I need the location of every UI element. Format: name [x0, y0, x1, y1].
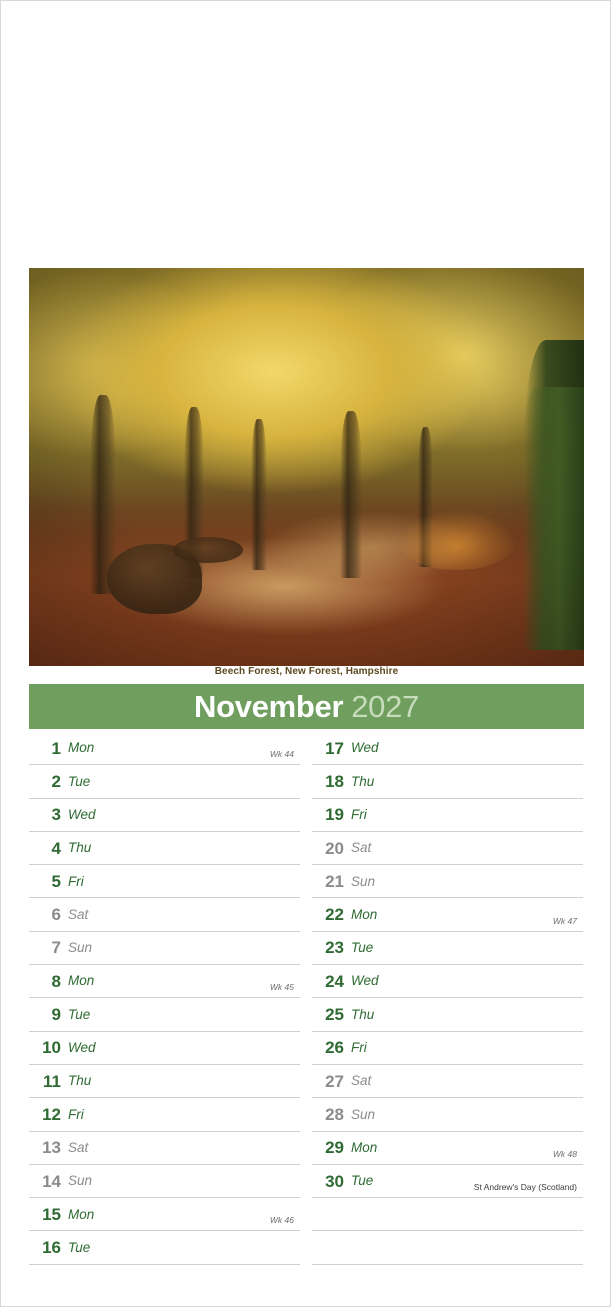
- day-number: 7: [51, 938, 61, 958]
- day-number: 3: [51, 805, 61, 825]
- week-number-label: Wk 44: [269, 749, 294, 760]
- day-of-week: Sun: [68, 940, 93, 956]
- day-number: 20: [325, 838, 344, 858]
- day-number: 16: [42, 1238, 61, 1258]
- day-row[interactable]: [29, 765, 300, 798]
- month-title: November: [194, 688, 344, 724]
- day-row[interactable]: [29, 832, 300, 865]
- day-row[interactable]: [312, 832, 583, 865]
- day-number: 17: [325, 738, 344, 758]
- day-number: 19: [325, 805, 344, 825]
- day-row[interactable]: [312, 898, 583, 931]
- day-row-empty[interactable]: [312, 1231, 583, 1264]
- day-row[interactable]: [29, 1231, 300, 1264]
- day-number: 2: [51, 771, 61, 791]
- photo-caption: Beech Forest, New Forest, Hampshire: [214, 666, 399, 677]
- day-row[interactable]: [29, 732, 300, 765]
- week-number-label: Wk 45: [269, 982, 294, 993]
- day-row[interactable]: [312, 765, 583, 798]
- day-number: 10: [42, 1038, 61, 1058]
- day-number: 6: [51, 905, 61, 925]
- day-column-right: [312, 732, 583, 1265]
- day-number: 24: [325, 971, 344, 991]
- day-row[interactable]: [29, 1132, 300, 1165]
- day-row[interactable]: [29, 1165, 300, 1198]
- day-row[interactable]: [29, 1098, 300, 1131]
- day-number: 22: [325, 905, 344, 925]
- day-of-week: Thu: [68, 1073, 92, 1089]
- day-of-week: Fri: [351, 1040, 367, 1056]
- day-of-week: Wed: [68, 806, 96, 822]
- day-row[interactable]: [29, 799, 300, 832]
- week-number-label: Wk 47: [552, 915, 577, 926]
- day-number: 1: [51, 738, 61, 758]
- day-row[interactable]: [29, 865, 300, 898]
- day-row[interactable]: [29, 932, 300, 965]
- day-number: 5: [51, 871, 61, 891]
- day-row[interactable]: [312, 1132, 583, 1165]
- day-number: 13: [42, 1138, 61, 1158]
- week-number-label: Wk 48: [552, 1148, 577, 1159]
- day-of-week: Wed: [351, 973, 379, 989]
- day-number: 26: [325, 1038, 344, 1058]
- day-row[interactable]: [29, 998, 300, 1031]
- day-row[interactable]: [312, 732, 583, 765]
- day-of-week: Tue: [68, 1006, 91, 1022]
- day-column-left: [29, 732, 300, 1265]
- day-number: 27: [325, 1071, 344, 1091]
- day-of-week: Wed: [68, 1040, 96, 1056]
- week-number-label: Wk 46: [269, 1215, 294, 1226]
- day-row-empty[interactable]: [312, 1198, 583, 1231]
- day-number: 30: [325, 1171, 344, 1191]
- day-number: 29: [325, 1138, 344, 1158]
- day-row[interactable]: [312, 1065, 583, 1098]
- day-of-week: Fri: [351, 806, 367, 822]
- day-row[interactable]: [312, 932, 583, 965]
- day-of-week: Tue: [351, 1173, 374, 1189]
- day-number: 25: [325, 1005, 344, 1025]
- day-number: 15: [42, 1204, 61, 1224]
- day-of-week: Sun: [351, 1106, 376, 1122]
- day-of-week: Mon: [68, 740, 95, 756]
- day-row[interactable]: [312, 865, 583, 898]
- day-of-week: Sat: [351, 840, 372, 856]
- day-row[interactable]: [312, 1032, 583, 1065]
- day-columns: [29, 732, 584, 1265]
- day-row[interactable]: [29, 1198, 300, 1231]
- month-banner: [29, 684, 584, 729]
- day-row[interactable]: [29, 1032, 300, 1065]
- day-number: 14: [42, 1171, 61, 1191]
- day-row[interactable]: [29, 898, 300, 931]
- day-number: 9: [51, 1005, 61, 1025]
- day-row[interactable]: [29, 1065, 300, 1098]
- day-of-week: Mon: [351, 906, 378, 922]
- photo-vignette: [29, 268, 584, 666]
- day-of-week: Mon: [68, 973, 95, 989]
- day-of-week: Tue: [351, 940, 374, 956]
- day-of-week: Mon: [68, 1206, 95, 1222]
- year-label: 2027: [351, 688, 419, 724]
- day-number: 21: [325, 871, 344, 891]
- day-of-week: Wed: [351, 740, 379, 756]
- day-row[interactable]: [312, 965, 583, 998]
- day-number: 28: [325, 1104, 344, 1124]
- day-number: 4: [51, 838, 61, 858]
- day-of-week: Thu: [68, 840, 92, 856]
- autumn-beech-forest-photo: [29, 268, 584, 666]
- day-of-week: Fri: [68, 1106, 84, 1122]
- day-row[interactable]: [312, 1098, 583, 1131]
- month-photo: [29, 268, 584, 666]
- day-number: 11: [43, 1071, 61, 1091]
- day-number: 8: [51, 971, 61, 991]
- day-of-week: Sat: [68, 1139, 89, 1155]
- day-row[interactable]: [29, 965, 300, 998]
- day-row[interactable]: [312, 799, 583, 832]
- day-of-week: Sun: [68, 1173, 93, 1189]
- day-of-week: Thu: [351, 773, 375, 789]
- holiday-note: St Andrew's Day (Scotland): [473, 1182, 577, 1193]
- day-row[interactable]: [312, 998, 583, 1031]
- day-number: 18: [325, 771, 344, 791]
- day-of-week: Sat: [68, 906, 89, 922]
- day-of-week: Tue: [68, 1239, 91, 1255]
- day-number: 12: [42, 1104, 61, 1124]
- day-row[interactable]: [312, 1165, 583, 1198]
- day-of-week: Tue: [68, 773, 91, 789]
- day-of-week: Fri: [68, 873, 84, 889]
- day-of-week: Thu: [351, 1006, 375, 1022]
- day-of-week: Sat: [351, 1073, 372, 1089]
- day-of-week: Mon: [351, 1139, 378, 1155]
- day-number: 23: [325, 938, 344, 958]
- day-of-week: Sun: [351, 873, 376, 889]
